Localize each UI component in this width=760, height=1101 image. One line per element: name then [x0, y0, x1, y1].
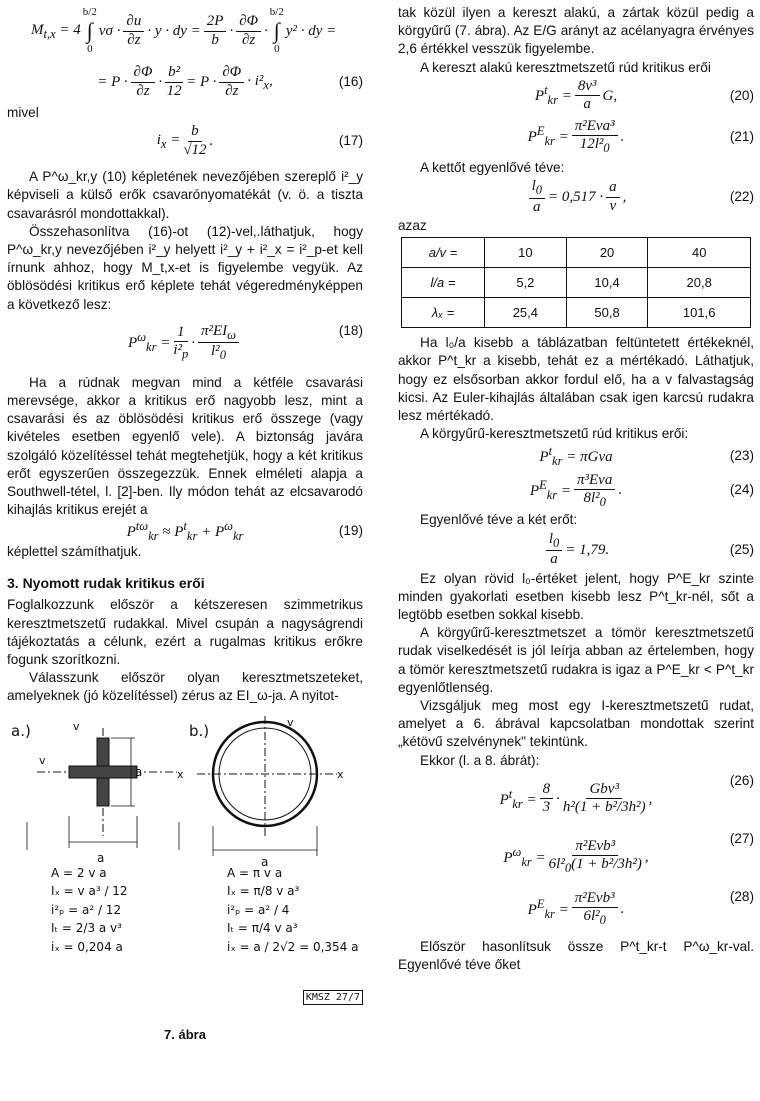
table-row	[402, 238, 751, 268]
paragraph-2: Összehasonlítva (16)-ot (12)-vel,.láthatjuk, hogy P^ω_kr,y nevezőjében i²_y helyett i²_y + i²_x = i²_p-et kell írnunk ahhoz, hogy M_t,x-et is figyelembe vegyük. Az öblösödési kritikus erő képlete tehát végeredményképpen a következő lesz:	[7, 223, 363, 312]
equation-number-26: (26)	[729, 772, 754, 788]
equation-number-22: (22)	[729, 188, 754, 204]
formula-a-2: i²ₚ = a² / 12	[51, 902, 122, 917]
svg-text:v: v	[73, 719, 80, 733]
table-cell: 40	[648, 238, 751, 268]
formula-a-1: Iₓ = v a³ / 12	[51, 884, 128, 899]
r-paragraph-6: Egyenlővé téve a két erőt:	[420, 512, 578, 528]
r-paragraph-8: A körgyűrű-keresztmetszet a tömör keresztmetszetű rudak viselkedését is jól leírja abban az értelemben, hogy a tömör keresztmetszetű rudakra is igaz a P^E_kr < P^t_kr egyenlőtlenség.	[398, 625, 754, 695]
equation-20: $P^t_{kr}$ = $\frac{\text{8v³}}{a}$ G, (20)	[534, 78, 754, 113]
formula-b-1: Iₓ = π/8 v a³	[227, 884, 300, 899]
equation-19: $P^{t\omega}_{kr} \approx P^t_{kr} + P^\omega_{kr}$ (19)	[126, 519, 363, 544]
svg-text:a: a	[97, 850, 105, 865]
table-cell: λₓ =	[402, 298, 485, 328]
table-cell: 50,8	[566, 298, 648, 328]
figure-label-b: b.)	[189, 721, 210, 740]
paragraph-5: Foglalkozzunk először a kétszeresen szimmetrikus keresztmetszetű rudakkal. Mivel csupán a nagyságrendi tájékoztatás a célunk, ezért a rugalmas kritikus erőkre fogunk szorítkozni.	[7, 597, 363, 668]
figure-7	[7, 716, 363, 1046]
svg-text:v: v	[39, 753, 46, 767]
formula-a-0: A = 2 v a	[51, 865, 107, 880]
r-paragraph-2: A kereszt alakú keresztmetszetű rúd kritikus erői	[420, 59, 711, 75]
table-cell: 5,2	[485, 268, 567, 298]
equation-25: $\frac{l_0}{a}$ = 1,79. (25)	[398, 530, 754, 570]
table-row	[402, 298, 751, 328]
svg-text:a: a	[135, 764, 143, 779]
equation-number-16: (16)	[338, 73, 363, 89]
table-cell: 101,6	[648, 298, 751, 328]
formulas-a	[51, 864, 128, 957]
r-paragraph-4: Ha l₀/a kisebb a táblázatban feltüntetett értékeknél, akkor P^t_kr a kisebb, tehát ez a mértékadó. Láthatjuk, hogy ez elsősorban akkor fordul elő, ha a v falvastagság kicsi. Az Euler-kihajlás általában csak igen karcsú rudakra lesz mértékadó.	[398, 335, 754, 424]
r-paragraph-11: Először hasonlítsuk össze P^t_kr-t P^ω_kr-val. Egyenlővé téve őket	[398, 938, 754, 973]
equation-27: $P^\omega_{kr}$ = $\frac{\text{π²Evb³}}{6l^2_0(1 + b^2/3h^2)}$ , (27)	[503, 830, 754, 876]
formula-b-2: i²ₚ = a² / 4	[227, 902, 290, 917]
paragraph-4: képlettel számíthatjuk.	[7, 544, 142, 560]
equation-16-line1: $M_{t,x} = 4$ b/2 ∫ 0 vσ · $\frac{\partial u}{\partial z}$ · y · dy = $\frac{2P}{b}$ · $\frac{\partial\Phi}{\partial z}$ · b/2 ∫ 0 y² · dy =	[31, 6, 337, 55]
equation-number-24: (24)	[729, 482, 754, 498]
svg-text:a: a	[261, 854, 269, 869]
r-paragraph-5: A körgyűrű-keresztmetszetű rúd kritikus erői:	[420, 426, 689, 442]
figure-stamp: KMSZ 27/7	[303, 990, 363, 1005]
formula-b-3: Iₜ = π/4 v a³	[227, 921, 298, 936]
paragraph-6: Válasszunk először olyan keresztmetszeteket, amelyeknek (jó közelítéssel) zérus az EI_ω-ja. A nyitot-	[7, 670, 363, 704]
r-paragraph-9: Vizsgáljuk meg most egy I-keresztmetszetű rudat, amelyet a 6. ábrával kapcsolatban mondottak szerint „kétövű szelvénynek" tekintünk.	[398, 698, 754, 750]
equation-28: $P^E_{kr}$ = $\frac{\text{π²Evb³}}{6l^2_0}$ . (28)	[527, 888, 754, 928]
equation-24: $P^E_{kr}$ = $\frac{\text{π³Eva}}{8l^2_0}$ . (24)	[529, 471, 754, 509]
table-cell: a/v =	[402, 238, 485, 268]
equation-number-25: (25)	[729, 541, 754, 557]
equation-number-18: (18)	[338, 322, 363, 338]
table-cell: 25,4	[485, 298, 567, 328]
table-cell: 10	[485, 238, 567, 268]
table-cell: 20,8	[648, 268, 751, 298]
r-paragraph-7: Ez olyan rövid l₀-értéket jelent, hogy P^E_kr szinte minden gyakorlati esetben kisebb lesz P^t_kr-nél, sőt a legtöbb esetben sokkal kisebb.	[398, 570, 754, 623]
equation-26: $P^t_{kr}$ = $\frac{8}{3}$ · $\frac{\text{Gbv³}}{\text{h²(1 + b²/3h²)}}$ , (26)	[499, 772, 754, 816]
formula-b-0: A = π v a	[227, 865, 283, 880]
r-paragraph-1: tak közül ilyen a kereszt alakú, a zártak közül pedig a körgyűrű (7. ábra). Az E/G arányt az acélanyagra érvényes 2,6 értékkel vesszük figyelembe.	[398, 5, 754, 57]
equation-number-19: (19)	[338, 523, 363, 539]
svg-text:x: x	[177, 767, 184, 781]
table-cell: l/a =	[402, 268, 485, 298]
figure-label-a: a.)	[11, 721, 31, 740]
ring-section	[197, 716, 337, 856]
table-cell: 10,4	[566, 268, 648, 298]
section-heading: 3. Nyomott rudak kritikus erői	[7, 574, 205, 591]
formula-a-4: iₓ = 0,204 a	[51, 940, 123, 954]
equation-number-28: (28)	[729, 888, 754, 904]
table-cell: 20	[566, 238, 648, 268]
cross-section	[27, 728, 179, 850]
svg-text:v: v	[287, 715, 294, 729]
equation-21: $P^E_{kr}$ = $\frac{\text{π²Eva³}}{12l^2_0}$ . (21)	[527, 118, 754, 156]
equation-number-20: (20)	[729, 87, 754, 103]
figure-caption: 7. ábra	[164, 1026, 206, 1042]
text-azaz: azaz	[398, 218, 427, 234]
equation-number-21: (21)	[729, 128, 754, 144]
right-column	[398, 0, 754, 974]
formulas-b	[227, 864, 359, 957]
left-column	[7, 0, 363, 1046]
paragraph-3: Ha a rúdnak megvan mind a kétféle csavarási merevsége, akkor a kritikus erő nagyobb lesz, mint a csavarási és az öblösödési kritikus erő összege (vagy kivételes esetben egyenlő vele). A biztonság javára szolgáló közelítéssel tehát megtehetjük, hogy a két kritikus erőt egyszerűen összegezzük. Ennek elméleti alapja a Southwell-tétel, l. [2]-ben. Ily módon tehát az elcsavarodó kihajlás kritikus erejét a	[7, 374, 363, 518]
paragraph-1: A P^ω_kr,y (10) képletének nevezőjében szereplő i²_y képviseli a külső erők csavarónyomatékát (v. ö. a tiszta csavarásról mondottakkal).	[7, 169, 363, 221]
formula-a-3: Iₜ = 2/3 a v³	[51, 921, 122, 936]
equation-number-27: (27)	[729, 830, 754, 846]
svg-text:x: x	[337, 767, 344, 781]
equation-number-17: (17)	[338, 133, 363, 149]
ratio-table	[401, 237, 751, 328]
equation-18: $P^\omega_{kr}$ = $\frac{1}{i^2_p}$ · $\frac{\pi^2EI_\omega}{l^2_0}$ (18)	[128, 322, 363, 363]
r-paragraph-10: Ekkor (l. a 8. ábrát):	[420, 752, 540, 768]
equation-16-line2: = P · $\frac{\partial\Phi}{\partial z}$ · $\frac{\text{b²}}{12}$ = P · $\frac{\partial\Phi}{\partial z}$ · $i^2_x$, (16)	[97, 64, 363, 99]
text-mivel: mivel	[7, 105, 39, 120]
equation-22: $\frac{l_0}{a}$ = 0,517 · $\frac{a}{v}$ , (22)	[398, 177, 754, 217]
r-paragraph-3: A kettőt egyenlővé téve:	[420, 159, 565, 175]
formula-b-4: iₓ = a / 2√2 = 0,354 a	[227, 940, 359, 954]
equation-23: $P^t_{kr} = \pi Gva$ (23)	[539, 444, 754, 469]
equation-17: $i_x$ = $\frac{b}{√12}$ . (17)	[156, 123, 363, 158]
table-row	[402, 268, 751, 298]
equation-number-23: (23)	[729, 448, 754, 464]
